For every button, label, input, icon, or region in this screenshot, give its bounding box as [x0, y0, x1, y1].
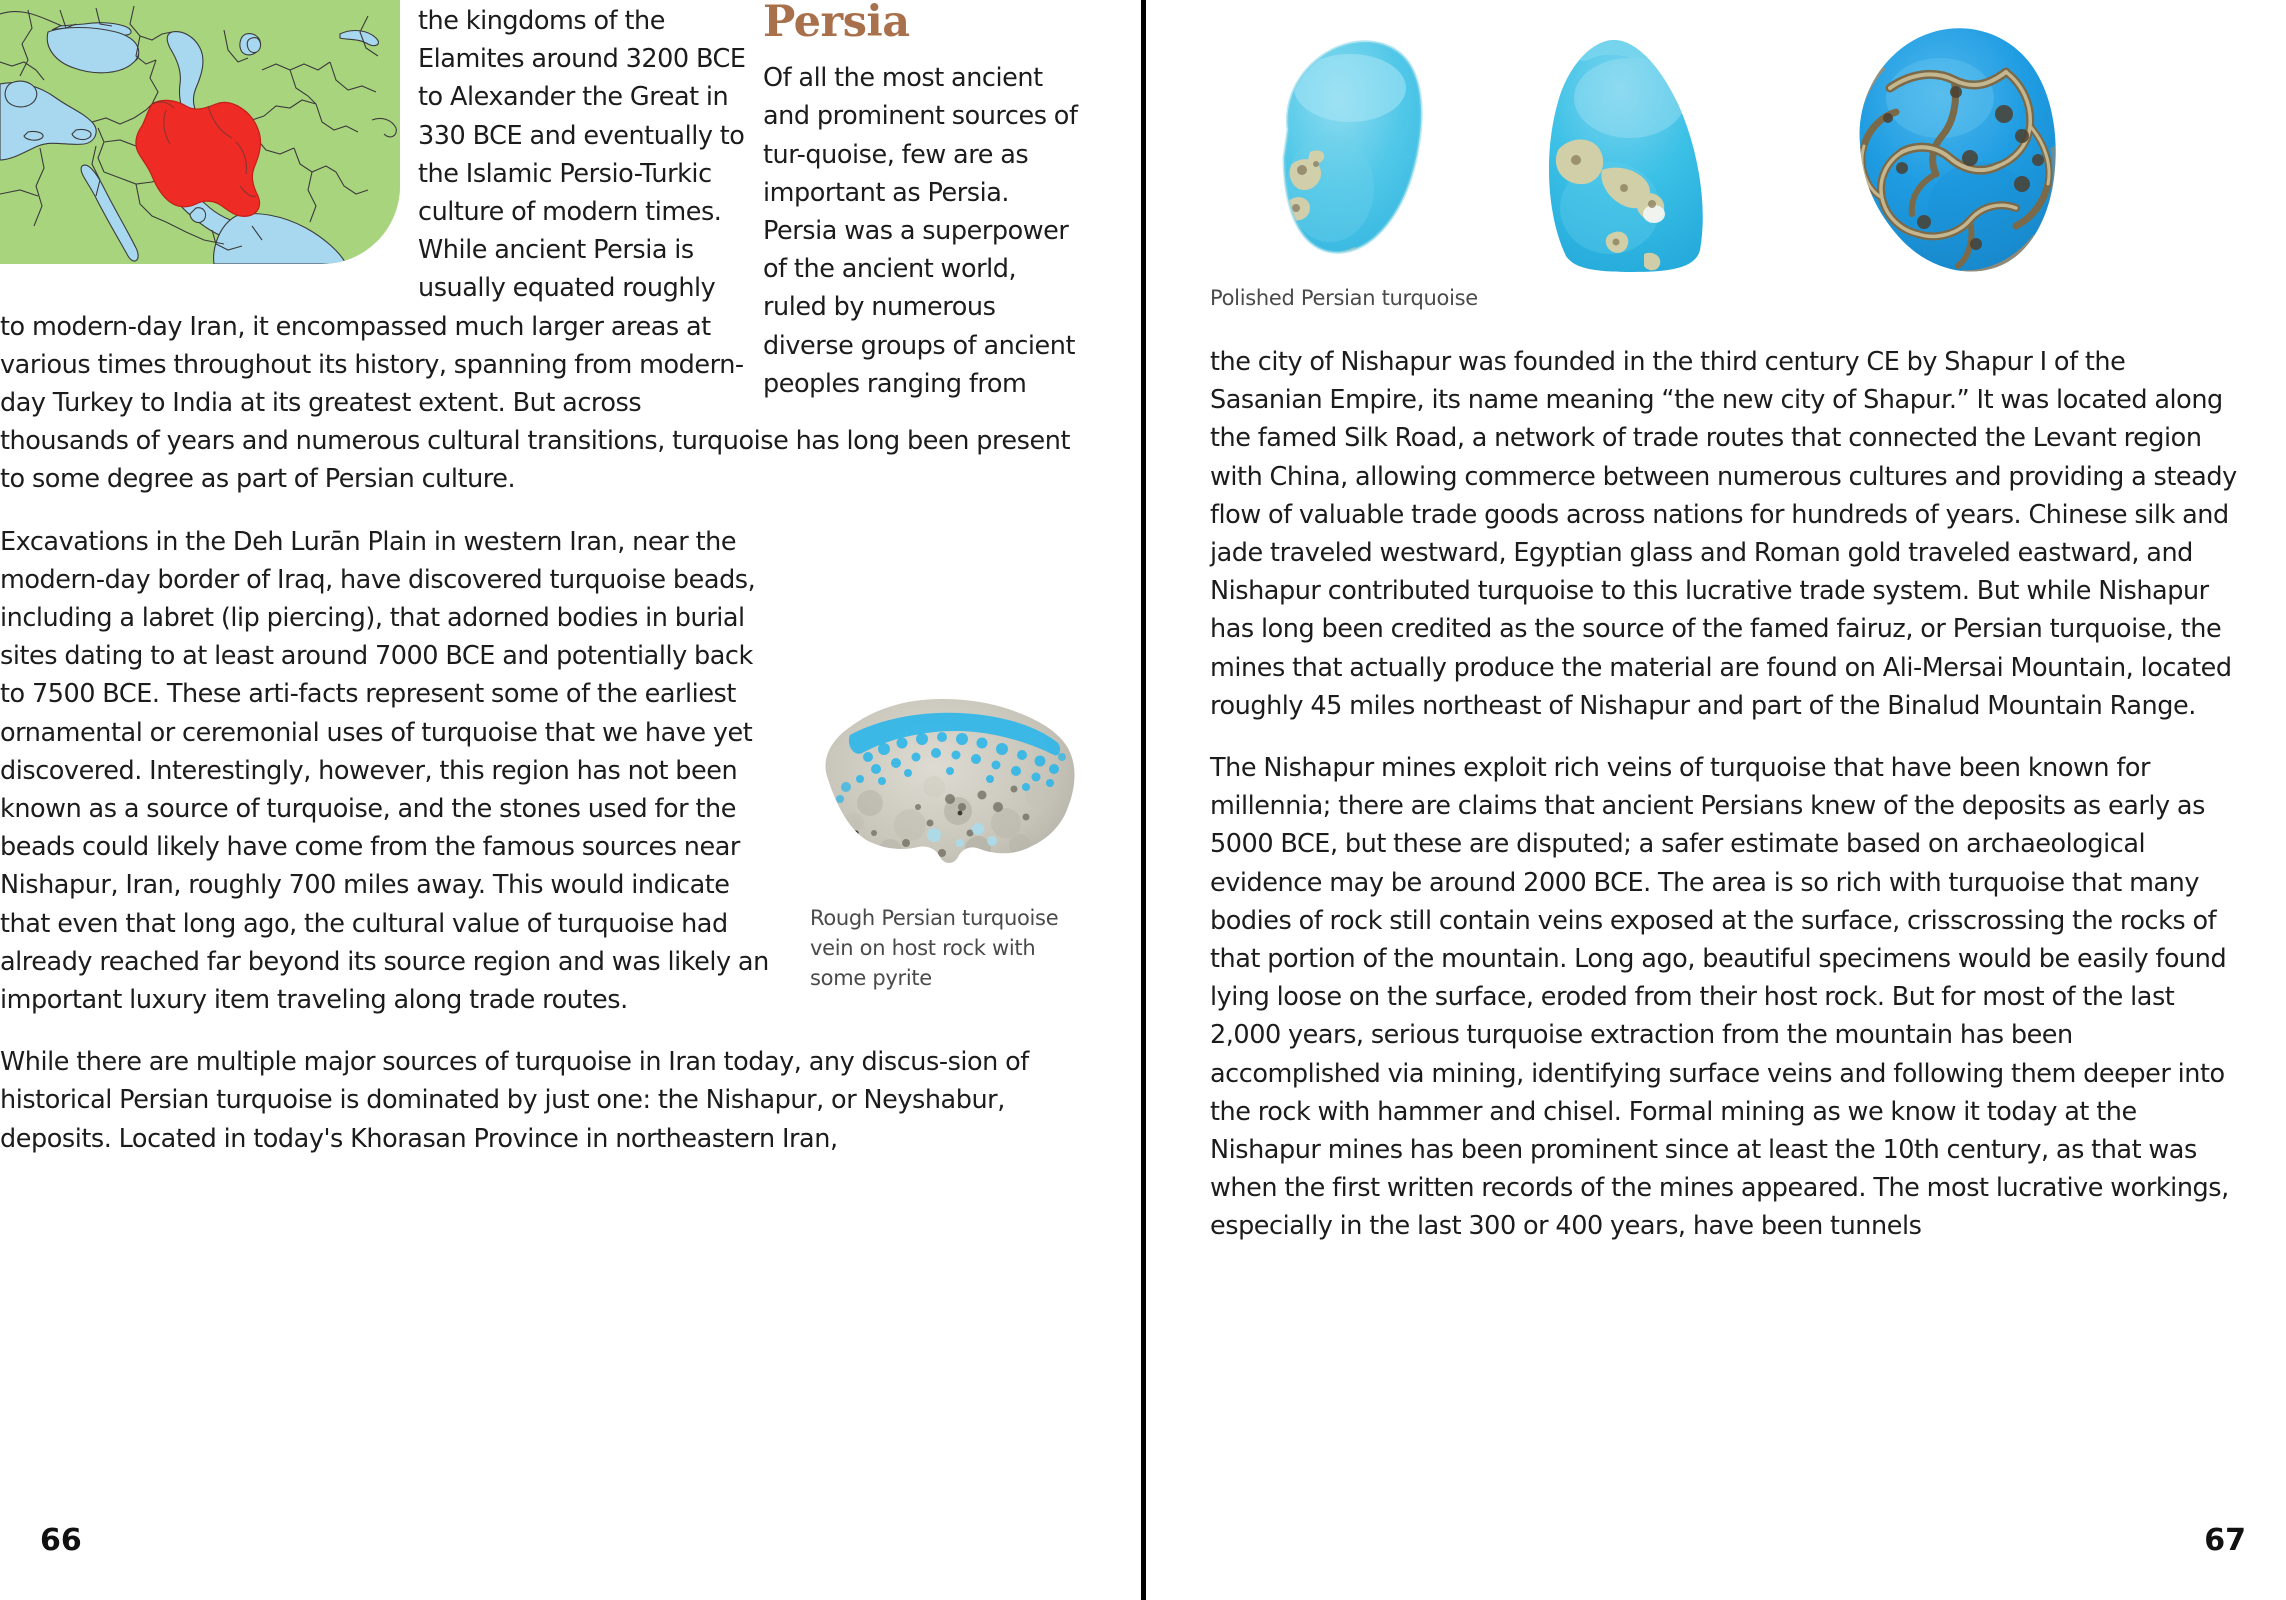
right-paragraph-1: the city of Nishapur was founded in the third century CE by Shapur I of the Sasanian Empire, its name meaning “the new city of Shapur.” It was located along the famed Silk Road, a network of trade routes that connected the Levant region with China, allowing commerce between numerous cultures and providing a steady flow of valuable trade goods across nations for hundreds of years. Chinese silk and jade traveled westward, Egyptian glass and Roman gold traveled eastward, and Nishapur contributed turquoise to this lucrative trade system. But while Nishapur has long been credited as the source of the famed fairuz, or Persian turquoise, the mines that actually produce the material are found on Ali-Mersai Mountain, located roughly 45 miles northeast of Nishapur and part of the Binalud Mountain Range. — [1210, 347, 2237, 721]
page-number-left: 66 — [40, 1523, 82, 1558]
cabochon-2 — [1530, 18, 1730, 273]
map-of-persia-region — [0, 0, 400, 264]
page-title: Persia — [763, 0, 910, 47]
paragraph-1-continued: the kingdoms of the Elamites around 3200 BCE to Alexander the Great in 330 BCE and eventually to the Islamic Persio-Turkic culture of modern times. While ancient Persia is usually equated roughly to modern-day Iran, it encompassed much larger areas at various times throughout its history, spanning from modern-day Turkey to India at its greatest extent. But across thousands of years and numerous cultural transitions, turquoise has long been present to some degree as part of Persian culture. — [0, 6, 1070, 495]
intro-column — [763, 0, 1085, 403]
cabochon-3 — [1840, 18, 2080, 273]
rough-rock-float — [810, 683, 1085, 993]
rough-turquoise-on-host-rock — [810, 683, 1085, 893]
gems-caption: Polished Persian turquoise — [1210, 286, 1478, 310]
right-page-body — [1210, 18, 2240, 1270]
paragraph-2: Excavations in the Deh Lurān Plain in western Iran, near the modern-day border of Iraq, have discovered turquoise beads, including a labret (lip piercing), that adorned bodies in burial sites dating to at least around 7000 BCE and potentially back to 7500 BCE. These arti-facts represent some of the earliest ornamental or ceremonial uses of turquoise that we have yet discovered. Interestingly, however, this region has not been known as a source of turquoise, and the stones used for the beads could likely have come from the famous sources near Nishapur, Iran, roughly 700 miles away. This would indicate that even that long ago, the cultural value of turquoise had already reached far beyond its source region and was likely an important luxury item traveling along trade routes. — [0, 526, 769, 1016]
intro-paragraph: Of all the most ancient and prominent sources of tur-quoise, few are as important as Persia. Persia was a superpower of the ancient world, ruled by numerous diverse groups of ancient peoples ranging from — [763, 63, 1078, 399]
right-page — [1146, 0, 2286, 1600]
left-page — [0, 0, 1141, 1600]
map-image-float — [0, 0, 400, 264]
left-page-body — [0, 0, 1085, 1182]
right-paragraph-2: The Nishapur mines exploit rich veins of turquoise that have been known for millennia; there are claims that ancient Persians knew of the deposits as early as 5000 BCE, but these are disputed; a safer estimate based on archaeological evidence may be around 2000 BCE. The area is so rich with turquoise that many bodies of rock still contain veins exposed at the surface, crisscrossing the rocks of that portion of the mountain. Long ago, beautiful specimens would be easily found lying loose on the surface, eroded from their host rock. But for most of the last 2,000 years, serious turquoise extraction from the mountain has been accomplished via mining, identifying surface veins and following them deeper into the rock with hammer and chisel. Formal mining as we know it today at the Nishapur mines has been prominent since at least the 10th century, as that was when the first written records of the mines appeared. The most lucrative workings, especially in the last 300 or 400 years, have been tunnels — [1210, 753, 2229, 1242]
cabochon-1 — [1270, 18, 1450, 273]
rough-rock-caption: Rough Persian turquoise vein on host rock with some pyrite — [810, 905, 1059, 990]
center-gutter-divider — [1141, 0, 1146, 1600]
three-polished-persian-turquoise-cabochons — [1210, 18, 2240, 273]
page-number-right: 67 — [2204, 1523, 2246, 1558]
paragraph-3: While there are multiple major sources of turquoise in Iran today, any discus-sion of historical Persian turquoise is dominated by just one: the Nishapur, or Neyshabur, deposits. Located in today's Khorasan Province in northeastern Iran, — [0, 1047, 1029, 1154]
